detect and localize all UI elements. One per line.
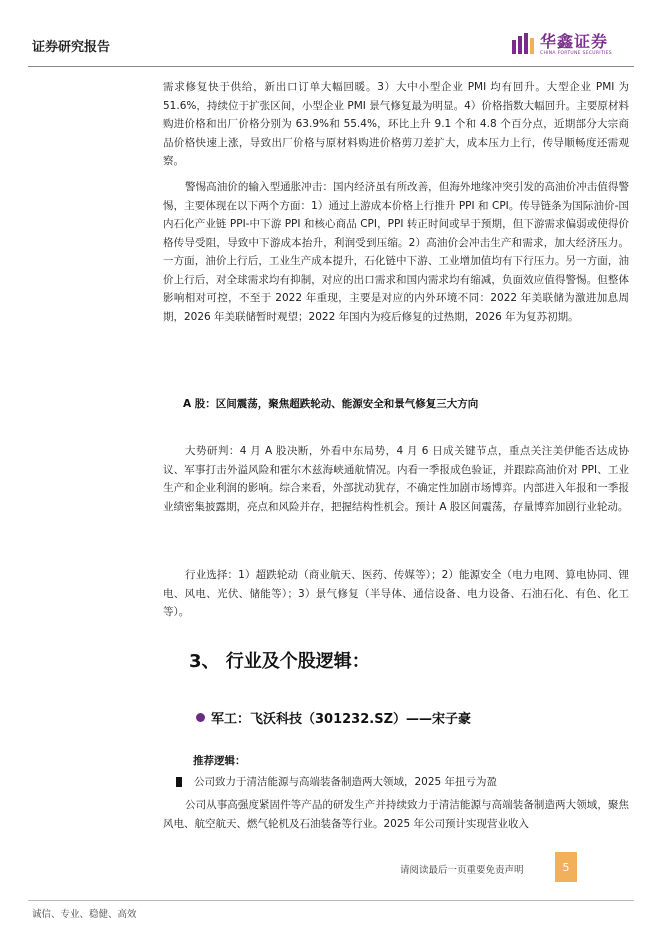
page-number-badge: 5 [555, 852, 577, 882]
paragraph-pmi: 需求修复快于供给，新出口订单大幅回暖。3）大中小型企业 PMI 均有回升。大型企业 PMI 为 51.6%，持续位于扩张区间，小型企业 PMI 景气修复最为明显。4）价格指数大幅回升。主要原材料购进价格和出厂价格分别为 63.9%和 55.4%，环比上升 9.1 个和 4.8 个百分点，近期部分大宗商品价格快速上涨，导致出厂价格与原材料购进价格剪刀差扩大，成本压力上行，传导顺畅度还需观察。 [163, 81, 629, 167]
paragraph-sector-selection: 行业选择：1）超跌轮动（商业航天、医药、传媒等）；2）能源安全（电力电网、算电协同、锂电、风电、光伏、储能等）；3）景气修复（半导体、通信设备、电力设备、石油石化、有色、化工等）。 [163, 569, 629, 618]
bullet-dot-icon [196, 713, 205, 722]
paragraph-oil-inflation: 警惕高油价的输入型通胀冲击：国内经济虽有所改善，但海外地缘冲突引发的高油价冲击值得警惕，主要体现在以下两个方面：1）通过上游成本价格上行推升 PPI 和 CPI。传导链条为国际油价-国内石化产业链 PPI-中下游 PPI 和核心商品 CPI，PPI 转正时间或早于预期，但下游需求偏弱或使得价格传导受阻，导致中下游成本抬升，利润受到压缩。2）高油价会冲击生产和需求，加大经济压力。一方面，油价上行后，工业生产成本提升，石化链中下游、工业增加值均有下行压力。另一方面，油价上行后，对全球需求均有抑制，对应的出口需求和国内需求均有缩减，负面效应值得警惕。但整体影响相对可控，不至于 2022 年重现，主要是对应的内外环境不同：2022 年美联储为激进加息周期，2026 年美联储暂时观望；2022 年国内为疫后修复的过热期，2026 年为复苏初期。 [163, 181, 629, 323]
logo-chinese-name: 华鑫证券 [540, 32, 609, 51]
logic-point-1 [176, 774, 497, 789]
company-logo [510, 30, 630, 66]
a-share-subheading: A 股：区间震荡，聚焦超跌轮动、能源安全和景气修复三大方向 [183, 398, 479, 410]
header-divider [28, 66, 634, 67]
footer-disclaimer: 请阅读最后一页重要免责声明 [400, 865, 524, 876]
stock-heading-text: 军工：飞沃科技（301232.SZ）——宋子豪 [211, 712, 472, 727]
logo-mark-icon [510, 30, 536, 56]
logic-point-1-text: 公司致力于清洁能源与高端装备制造两大领域，2025 年扭亏为盈 [194, 776, 498, 788]
logo-english-name: CHINA FORTUNE SECURITIES [540, 51, 612, 56]
footer-divider [28, 900, 634, 901]
footer-motto: 诚信、专业、稳健、高效 [32, 909, 137, 920]
section-title: 3、 行业及个股逻辑： [189, 651, 370, 672]
stock-heading [196, 708, 471, 727]
report-type-title: 证券研究报告 [32, 40, 111, 55]
paragraph-company-intro: 公司从事高强度紧固件等产品的研发生产并持续致力于清洁能源与高端装备制造两大领域，聚焦风电、航空航天、燃气轮机及石油装备等行业。2025 年公司预计实现营业收入 [163, 799, 629, 830]
recommendation-logic-label: 推荐逻辑： [193, 755, 246, 767]
paragraph-market-outlook: 大势研判：4 月 A 股决断，外看中东局势，4 月 6 日成关键节点，重点关注美伊能否达成协议、军事打击外溢风险和霍尔木兹海峡通航情况。内看一季报成色验证，并跟踪高油价对 PPI、工业生产和企业利润的影响。综合来看，外部扰动犹存，不确定性加剧市场博弈。内部进入年报和一季报业绩密集披露期，亮点和风险并存，把握结构性机会。预计 A 股区间震荡，存量博弈加剧行业轮动。 [163, 445, 629, 513]
square-bullet-icon [176, 777, 182, 787]
